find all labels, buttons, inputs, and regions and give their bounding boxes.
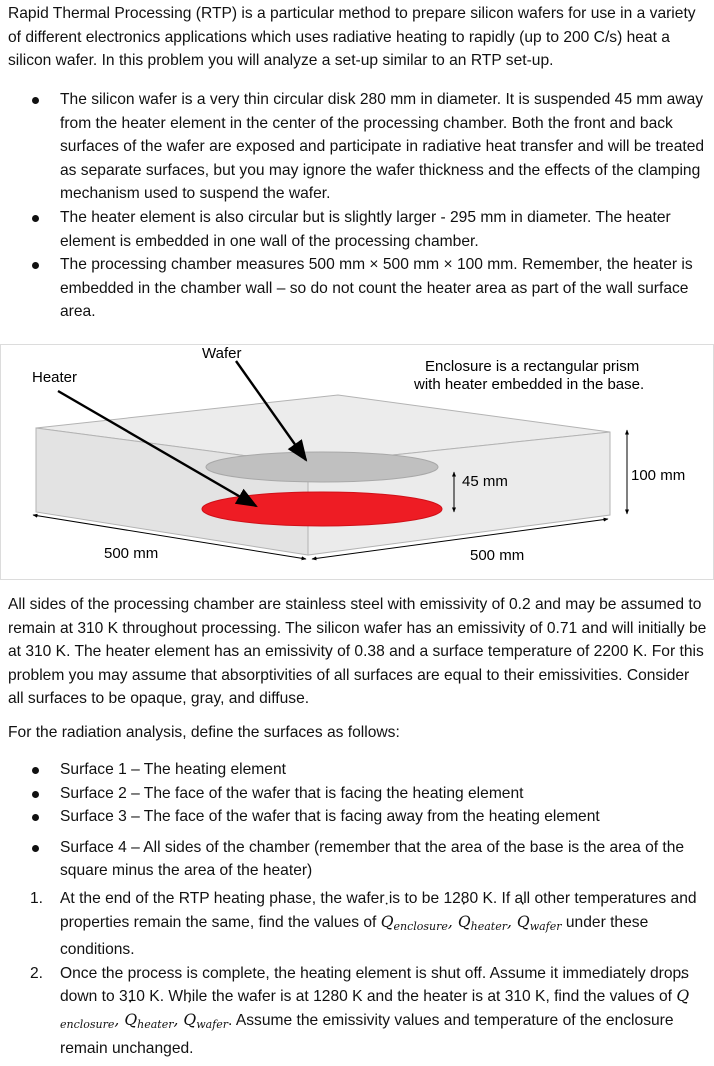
setup-bullet-list	[0, 88, 714, 324]
rtp-chamber-figure	[0, 340, 714, 580]
question-2-math: Q $˙_{enclosure}$, Q $˙_{heater}$, Q $˙_{wafer}$	[60, 987, 689, 1029]
surface-4-item: Surface 4 – All sides of the chamber (remember that the area of the base is the area of the square minus the area of the heater)	[0, 836, 714, 883]
question-1	[0, 887, 714, 962]
wafer-disk	[206, 452, 438, 482]
surfaces-intro: For the radiation analysis, define the surfaces as follows:	[8, 724, 400, 741]
width-left-dimension-label: 500 mm	[104, 545, 159, 562]
question-1-math: Q $˙_{enclosure}$, Q $˙_{heater}$, Q $˙_{wafer}$	[381, 913, 562, 931]
enclosure-label-line-2: with heater embedded in the base.	[414, 376, 645, 393]
materials-paragraph: All sides of the processing chamber are stainless steel with emissivity of 0.2 and may be assumed to remain at 310 K throughout processing. The silicon wafer has an emissivity of 0.71 and will initially be at 310 K. The heater element has an emissivity of 0.38 and a surface temperature of 2200 K. For this problem you may assume that absorptivities of all surfaces are equal to their emissivities. Consider all surfaces to be opaque, gray, and diffuse.	[8, 596, 707, 708]
heater-label: Heater	[32, 369, 78, 386]
intro-paragraph: Rapid Thermal Processing (RTP) is a particular method to prepare silicon wafers for use in a variety of different electronics applications which uses radiative heating to rapidly (up to 200 C/s) heat a silicon wafer. In this problem you will analyze a set-up similar to an RTP set-up.	[8, 5, 696, 70]
question-2-number: 2.	[30, 964, 44, 982]
heater-disk	[202, 492, 442, 526]
question-2-text: Once the process is complete, the heating element is shut off. Assume it immediately drops down to 310 K. While the wafer is at 1280 K and the heater is at 310 K, find the values of	[60, 964, 689, 1006]
enclosure-label-line-1: Enclosure is a rectangular prism	[425, 358, 640, 375]
bullet-chamber: The processing chamber measures 500 mm × 500 mm × 100 mm. Remember, the heater is embedded in the chamber wall – so do not count the heater area as part of the wall surface area.	[0, 253, 714, 324]
question-1-text: At the end of the RTP heating phase, the wafer is to be 1280 K. If all other temperatures and properties remain the same, find the values of	[60, 890, 697, 931]
surface-3-item: Surface 3 – The face of the wafer that is facing away from the heating element	[0, 805, 714, 829]
height-dimension-label: 100 mm	[631, 467, 686, 484]
question-2	[0, 962, 714, 1060]
surface-2-item: Surface 2 – The face of the wafer that is facing the heating element	[0, 782, 714, 806]
surface-definition-list	[0, 758, 714, 883]
bullet-wafer: The silicon wafer is a very thin circular disk 280 mm in diameter. It is suspended 45 mm away from the heater element in the center of the processing chamber. Both the front and back surfaces of the wafer are exposed and participate in radiative heat transfer and will be treated as separate surfaces, but you may ignore the wafer thickness and the effects of the clamping mechanism used to suspend the wafer.	[0, 88, 714, 206]
question-2-text-end: . Assume the emissivity values and temperature of the enclosure remain unchanged.	[60, 1011, 674, 1057]
question-1-number: 1.	[30, 890, 44, 907]
bullet-heater: The heater element is also circular but is slightly larger - 295 mm in diameter. The heater element is embedded in one wall of the processing chamber.	[0, 206, 714, 253]
question-list	[0, 887, 714, 1060]
surface-1-item: Surface 1 – The heating element	[0, 758, 714, 782]
gap-dimension-label: 45 mm	[462, 473, 508, 490]
question-1-text-end: under these conditions.	[60, 913, 649, 959]
wafer-label: Wafer	[202, 345, 242, 362]
width-right-dimension-label: 500 mm	[470, 547, 525, 564]
